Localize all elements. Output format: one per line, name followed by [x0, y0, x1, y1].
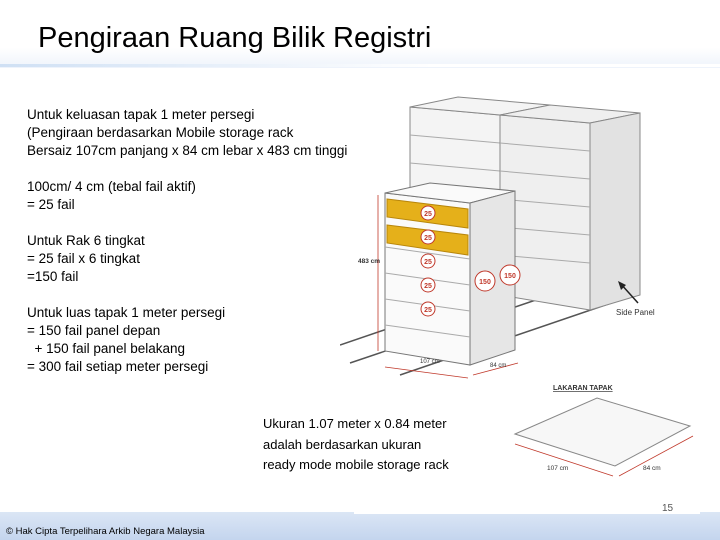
footprint-sketch: [505, 378, 695, 478]
footprint-length-label: 107 cm: [547, 465, 569, 472]
badge-7: 150: [504, 273, 516, 280]
back-rack-right: [500, 105, 640, 310]
footprint-width-label: 84 cm: [643, 465, 661, 472]
note-text: Ukuran 1.07 meter x 0.84 meter adalah berdasarkan ukuran ready mode mobile storage rack: [263, 416, 449, 472]
slide-title: Pengiraan Ruang Bilik Registri: [38, 22, 432, 54]
side-panel-label: Side Panel: [616, 308, 655, 317]
badge-4: 25: [424, 283, 432, 290]
mobile-storage-rack-illustration: [340, 95, 720, 380]
paragraph-file-count: 100cm/ 4 cm (tebal fail aktif) = 25 fail: [27, 179, 196, 212]
height-label: 483 cm: [358, 258, 381, 265]
depth-label-front: 84 cm: [490, 363, 507, 369]
width-label-front: 107 cm: [420, 359, 440, 365]
front-rack: [385, 183, 515, 365]
copyright-footer: © Hak Cipta Terpelihara Arkib Negara Malaysia: [6, 526, 205, 537]
badge-5: 25: [424, 307, 432, 314]
badge-6: 150: [479, 279, 491, 286]
badge-3: 25: [424, 259, 432, 266]
page-number: 15: [662, 503, 674, 514]
footprint-title: LAKARAN TAPAK: [553, 385, 613, 392]
footer-panel: [354, 478, 700, 514]
title-rule: [0, 64, 720, 67]
paragraph-total: Untuk luas tapak 1 meter persegi = 150 fail panel depan + 150 fail panel belakang = 300 fail setiap meter persegi: [27, 305, 226, 374]
paragraph-site-area: Untuk keluasan tapak 1 meter persegi (Pengiraan berdasarkan Mobile storage rack Bersaiz 107cm panjang x 84 cm lebar x 483 cm tinggi: [27, 107, 348, 158]
badge-2: 25: [424, 235, 432, 242]
paragraph-six-tier: Untuk Rak 6 tingkat = 25 fail x 6 tingkat =150 fail: [27, 233, 145, 284]
badge-1: 25: [424, 211, 432, 218]
